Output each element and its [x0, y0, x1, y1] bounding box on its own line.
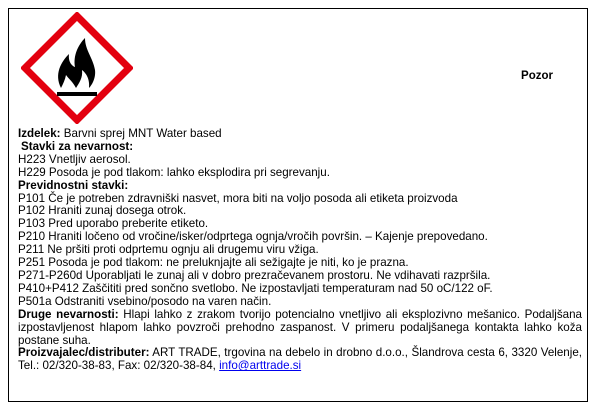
hazard-statement: H223 Vnetljiv aerosol. [18, 152, 131, 166]
other-hazards-text: Hlapi lahko z zrakom tvorijo potencialno vnetljivo ali eksplozivno mešanico. Podaljšana izpostavljenost hlapom lahko povzroči prehodno zaspanost. V primeru podaljšanega kontakta lahko koža postane suha. [18, 307, 582, 347]
precautionary-statement: P102 Hraniti zunaj dosega otrok. [18, 204, 187, 218]
hazard-statement: H229 Posoda je pod tlakom: lahko eksplodira pri segrevanju. [18, 165, 330, 179]
precautionary-statement: P211 Ne pršiti proti odprtemu ognju ali drugemu viru vžiga. [18, 243, 319, 257]
product-value: Barvni sprej MNT Water based [63, 127, 222, 140]
precautionary-statement: P271-P260d Uporabljati le zunaj ali v dobro prezračevanem prostoru. Ne vdihavati razpršila. [18, 268, 491, 282]
precautionary-statement: P103 Pred uporabo preberite etiketo. [18, 217, 209, 231]
manufacturer-paragraph [18, 347, 582, 373]
precautionary-statement: P501a Odstraniti vsebino/posodo na varen način. [18, 294, 272, 308]
manufacturer-email-link[interactable]: info@arttrade.si [219, 359, 302, 373]
precautionary-statement: P410+P412 Zaščititi pred sončno svetlobo. Ne izpostavljati temperaturam nad 50 oC/122 oF. [18, 281, 493, 295]
other-hazards-label: Druge nevarnosti: [18, 307, 119, 321]
label-text [18, 128, 582, 373]
product-line [18, 128, 582, 141]
precautionary-statement: P101 Če je potreben zdravniški nasvet, mora biti na voljo posoda ali etiketa proizvoda [18, 191, 458, 205]
precautionary-statement: P251 Posoda je pod tlakom: ne preluknjajte ali sežigajte je niti, ko je prazna. [18, 256, 409, 270]
signal-word: Pozor [521, 70, 553, 82]
product-label: Izdelek: [18, 127, 61, 140]
manufacturer-label: Proizvajalec/distributer: [18, 346, 150, 360]
hazard-statements-heading: Stavki za nevarnost: [21, 139, 134, 153]
flame-icon [21, 12, 133, 124]
precautionary-statement: P210 Hraniti ločeno od vročine/isker/odprtega ognja/vročih površin. – Kajenje prepovedano. [18, 230, 488, 244]
precautionary-statements-heading: Previdnostni stavki: [18, 178, 129, 192]
other-hazards-paragraph [18, 309, 582, 348]
manufacturer-text: ART TRADE, trgovina na debelo in drobno d.o.o., Šlandrova cesta 6, 3320 Velenje, Tel.: 02/320-38-83, Fax: 02/320-38-84, [18, 346, 582, 373]
